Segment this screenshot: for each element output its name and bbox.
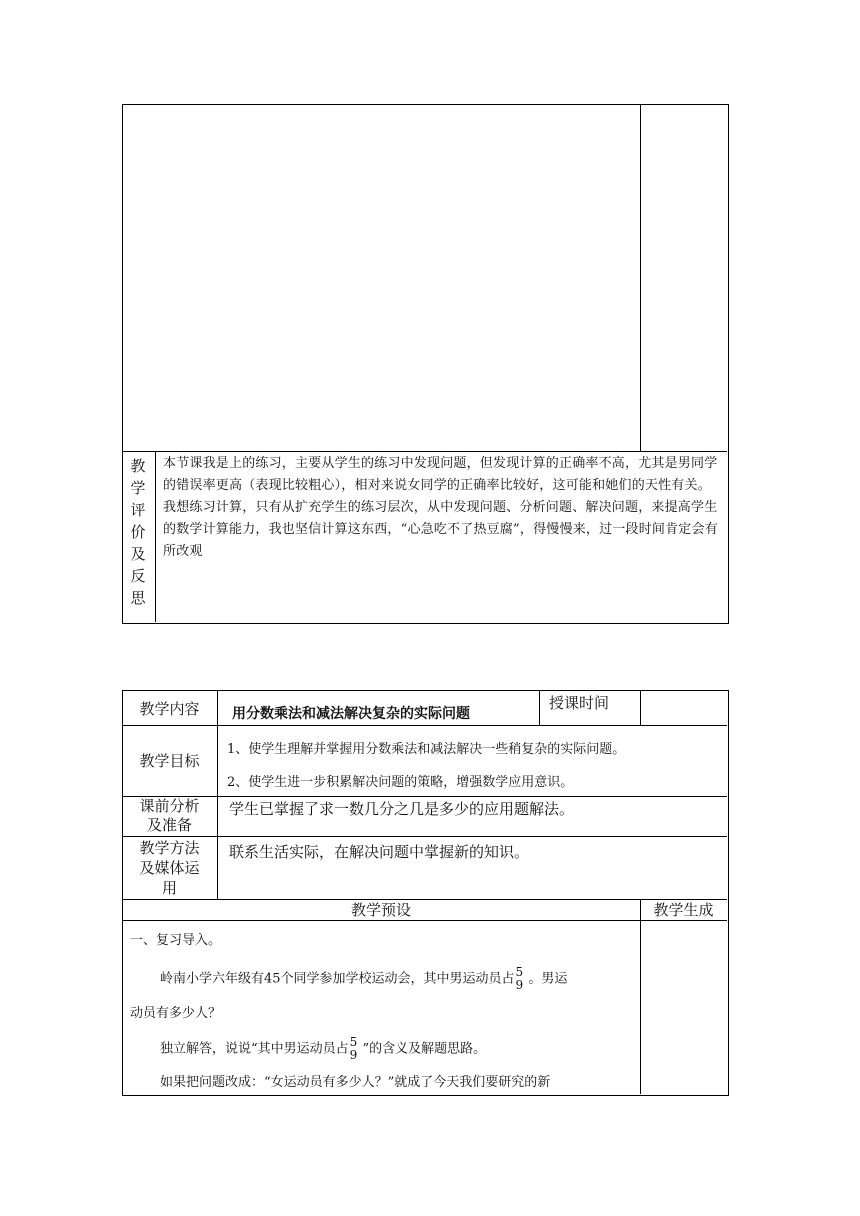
problem-text: 岭南小学六年级有45个同学参加学校运动会，其中男运动员占 xyxy=(160,971,515,987)
fraction-denominator: 9 xyxy=(349,1048,358,1062)
fraction-numerator: 5 xyxy=(515,965,524,979)
transition-line: 如果把问题改成：“女运动员有多少人？”就成了今天我们要研究的新 xyxy=(160,1075,551,1090)
method-value: 联系生活实际，在解决问题中掌握新的知识。 xyxy=(229,843,530,861)
generation-header: 教学生成 xyxy=(653,901,714,919)
goals-label: 教学目标 xyxy=(139,752,200,770)
table2-col-divider xyxy=(640,690,641,725)
table1-row-divider xyxy=(122,451,727,452)
table2-col-divider xyxy=(640,899,641,1094)
method-label-line: 用 xyxy=(161,879,177,897)
table2-rule xyxy=(122,920,727,921)
content-label: 教学内容 xyxy=(139,700,200,718)
table2-label-divider xyxy=(217,690,218,899)
goal-2: 2、使学生进一步积累解决问题的策略，增强数学应用意识。 xyxy=(227,775,574,790)
reflection-label: 教学评价及反思 xyxy=(130,457,146,607)
instruction-text: 独立解答，说说“其中男运动员占 xyxy=(160,1041,349,1057)
instruction-text: ”的含义及解题思路。 xyxy=(362,1041,487,1057)
reflection-text: 本节课我是上的练习，主要从学生的练习中发现问题，但发现计算的正确率不高，尤其是男同学的错误率更高（表现比较粗心），相对来说女同学的正确率比较好，这可能和她们的天性有关。我想练习计算，只有从扩充学生的练习层次，从中发现问题、分析问题、解决问题，来提高学生的数学计算能力，我也坚信计算这东西，“心急吃不了热豆腐”，得慢慢来，过一段时间肯定会有所改观 xyxy=(163,456,718,559)
method-label-line: 教学方法 xyxy=(139,839,200,857)
time-label: 授课时间 xyxy=(548,694,609,712)
problem-line-1 xyxy=(160,966,567,992)
problem-text: 。男运 xyxy=(528,971,568,987)
prep-label-line: 及准备 xyxy=(146,816,192,834)
goal-1: 1、使学生理解并掌握用分数乘法和减法解决一些稍复杂的实际问题。 xyxy=(227,742,626,757)
table2-rule xyxy=(122,725,727,726)
instruction-line xyxy=(160,1036,486,1062)
method-label-line: 及媒体运 xyxy=(139,859,200,877)
fraction xyxy=(350,1036,358,1062)
fraction xyxy=(516,966,524,992)
problem-line-2: 动员有多少人？ xyxy=(130,1006,222,1021)
content-value: 用分数乘法和减法解决复杂的实际问题 xyxy=(232,706,470,722)
method-label xyxy=(122,838,217,898)
fraction-denominator: 9 xyxy=(515,978,524,992)
prep-value: 学生已掌握了求一数几分之几是多少的应用题解法。 xyxy=(229,800,575,818)
table1-col-divider xyxy=(640,104,641,451)
prep-label xyxy=(122,797,217,835)
fraction-numerator: 5 xyxy=(349,1035,358,1049)
plan-header: 教学预设 xyxy=(350,901,411,919)
table2-rule xyxy=(122,836,727,837)
prep-label-line: 课前分析 xyxy=(139,797,200,815)
table1-label-divider xyxy=(155,451,156,622)
section-review: 一、复习导入。 xyxy=(130,933,222,948)
